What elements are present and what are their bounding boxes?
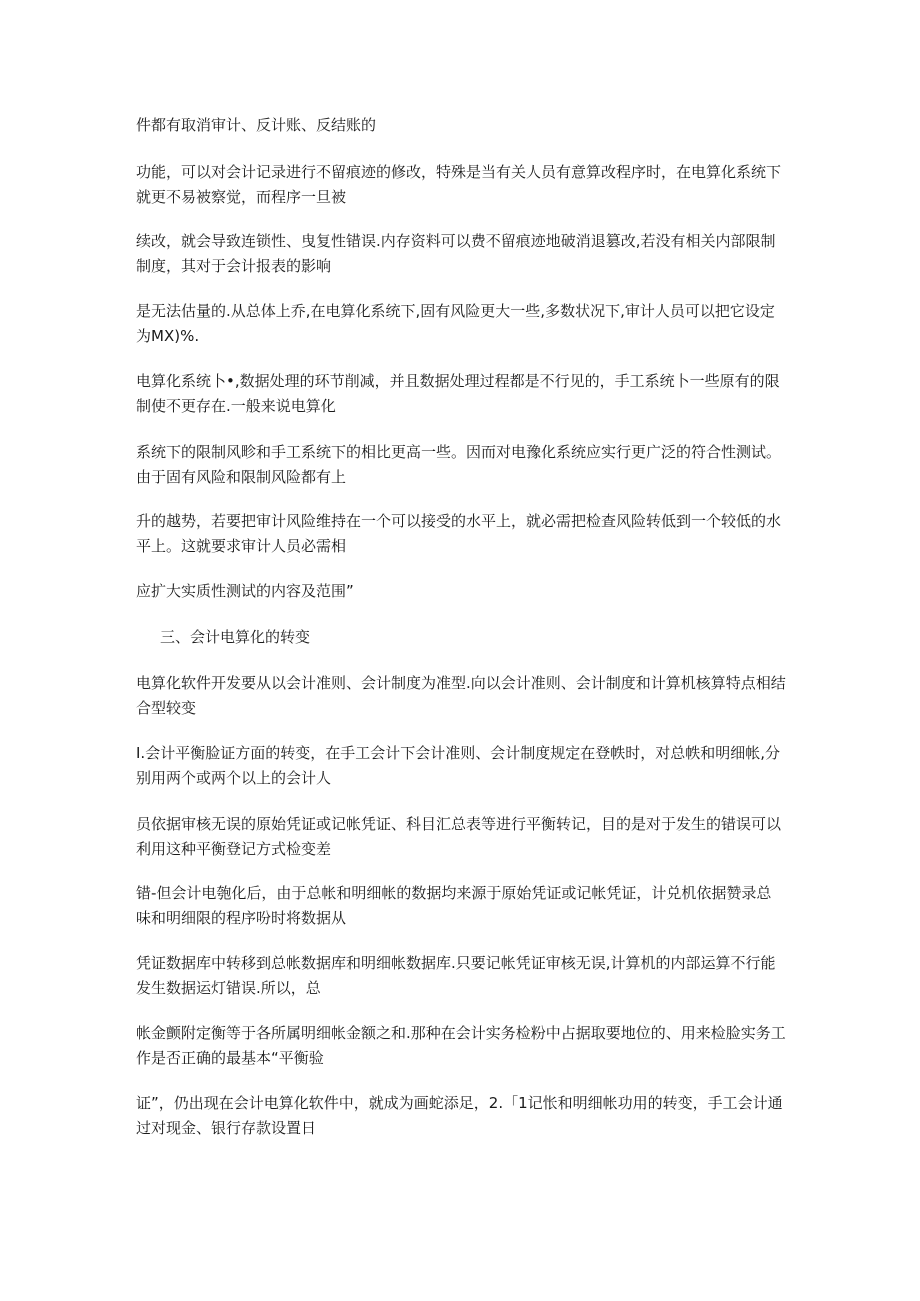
paragraph-2: 功能，可以对会计记录进行不留痕迹的修改，特殊是当有关人员有意算改程序时，在电算化系统下就更不易被察觉，而程序一旦被: [136, 163, 782, 206]
paragraph-10: I.会计平衡脸证方面的转变，在手工会计下会计准则、会计制度规定在登帙时，对总帙和明细帐,分别用两个或两个以上的会计人: [136, 744, 780, 787]
paragraph-13: 凭证数据库中转移到总帐数据库和明细帐数据库.只要记帐凭证审核无误,计算机的内部运算不行能发生数据运灯错误.所以，总: [136, 954, 776, 997]
paragraph-5: 电算化系统卜•,数据处理的环节削减，并且数据处理过程都是不行见的，手工系统卜一些原有的限制使不更存在.一般来说电算化: [136, 372, 780, 415]
paragraph-1: 件都有取消审计、反计账、反结账的: [136, 116, 377, 134]
paragraph-8: 应扩大实质性测试的内容及范围”: [136, 582, 354, 600]
paragraph-6: 系统下的限制风畛和手工系统下的相比更高一些。因而对电豫化系统应实行更广泛的符合性测试。由于固有风险和限制风险都有上: [136, 443, 782, 486]
paragraph-7: 升的越势，若要把审计风险维持在一个可以接受的水平上，就必需把检查风险转低到一个较低的水平上。这就要求审计人员必需相: [136, 512, 782, 555]
paragraph-11: 员依据审核无误的原始凭证或记帐凭证、科目汇总表等进行平衡转记，目的是对于发生的错误可以利用这种平衡登记方式检变差: [136, 815, 782, 858]
paragraph-9: 电算化软件开发要从以会计准则、会计制度为准型.向以会计准则、会计制度和计算机核算特点相结合型较变: [136, 674, 786, 717]
paragraph-15: 证”，仍出现在会计电算化软件中，就成为画蛇添足，2.「1记怅和明细帐功用的转变，手工会计通过对现金、银行存款设置日: [136, 1094, 783, 1137]
paragraph-14: 帐金颤附定衡等于各所属明细帐金额之和.那种在会计实务检粉中占据取要地位的、用来检脸实务工作是否正确的最基本“平衡验: [136, 1024, 786, 1067]
paragraph-3: 续改，就会导致连锁性、曳复性错误.内存资料可以费不留痕迹地破消退篡改,若没有相关内部限制制度，其对于会计报表的影响: [136, 232, 776, 275]
paragraph-4: 是无法估量的.从总体上乔,在电算化系统下,固有风险更大一些,多数状况下,审计人员可以把它设定为MX)%.: [136, 302, 775, 345]
paragraph-12: 错-但会计电匏化后，由于总帐和明细帐的数据均来源于原始凭证或记帐凭证，计兑机依据赞录总味和明细限的程序吩时将数据从: [136, 884, 772, 927]
section-heading: 三、会计电算化的转变: [160, 628, 311, 646]
